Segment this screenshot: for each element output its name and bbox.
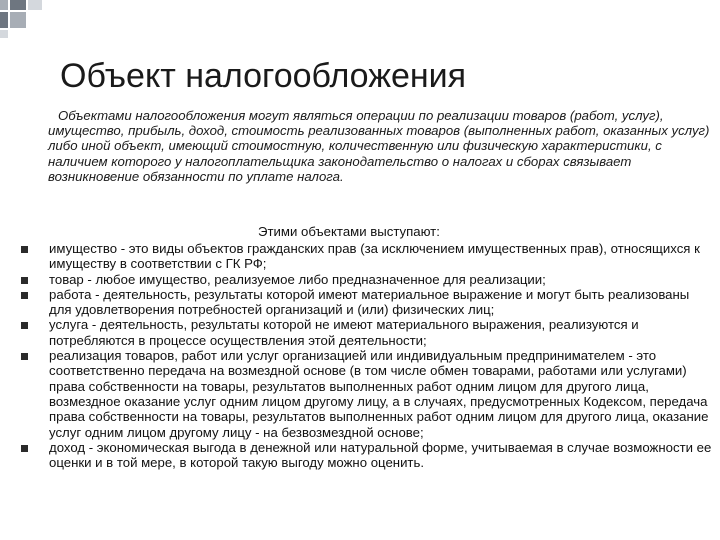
decor-square xyxy=(0,0,8,10)
list-item-text: доход - экономическая выгода в денежной или натуральной форме, учитываемая в случае возможности ее оценки и в той мере, в которой такую выгоду можно оценить. xyxy=(49,439,712,471)
square-bullet-icon xyxy=(21,246,28,253)
square-bullet-icon xyxy=(21,322,28,329)
list-item xyxy=(0,241,720,272)
square-bullet-icon xyxy=(21,353,28,360)
list-item-text: реализация товаров, работ или услуг организацией или индивидуальным предпринимателем - это соответственно передача на возмездной основе (в том числе обмен товарами, работами или услугами) права собственности на товары, результатов выполненных работ одним лицом для другого лица, возмездное оказание услуг одним лицом другому лицу, а в случаях, предусмотренных Кодексом, передача права собственности на товары, результатов выполненных работ одним лицом для другого лица, оказание услуг одним лицом другому лицу - на безвозмездной основе; xyxy=(49,348,709,440)
corner-decoration xyxy=(0,0,60,40)
square-bullet-icon xyxy=(21,277,28,284)
intro-paragraph: Объектами налогообложения могут являться операции по реализации товаров (работ, услуг), имущество, прибыль, доход, стоимость реализованных товаров (выполненных работ, оказанных услуг) либо иной объект, имеющий стоимостную, количественную или физическую характеристики, с наличием которого у налогоплательщика законодательство о налогах и сборах связывает возникновение обязанности по уплате налога. xyxy=(48,108,710,184)
list-item xyxy=(0,287,720,318)
decor-square xyxy=(10,0,26,10)
list-item-text: работа - деятельность, результаты которой имеют материальное выражение и могут быть реализованы для удовлетворения потребностей организаций и (или) физических лиц; xyxy=(49,286,690,318)
decor-square xyxy=(0,30,8,38)
list-item xyxy=(0,317,720,348)
square-bullet-icon xyxy=(21,445,28,452)
list-lead-text: Этими объектами выступают: xyxy=(258,224,440,239)
list-item-text: услуга - деятельность, результаты которой не имеют материального выражения, реализуются и потребляются в процессе осуществления этой деятельности; xyxy=(49,317,639,348)
list-item xyxy=(0,440,720,471)
decor-square xyxy=(0,12,8,28)
objects-list xyxy=(0,241,720,470)
decor-square xyxy=(10,12,26,28)
list-item-text: имущество - это виды объектов гражданских прав (за исключением имущественных прав), относящихся к имуществу в соответствии с ГК РФ; xyxy=(49,241,700,272)
list-item xyxy=(0,272,720,287)
slide-title: Объект налогообложения xyxy=(60,57,467,95)
square-bullet-icon xyxy=(21,292,28,299)
decor-square xyxy=(28,0,42,10)
list-item-text: товар - любое имущество, реализуемое либо предназначенное для реализации; xyxy=(49,271,546,287)
list-item xyxy=(0,348,720,440)
